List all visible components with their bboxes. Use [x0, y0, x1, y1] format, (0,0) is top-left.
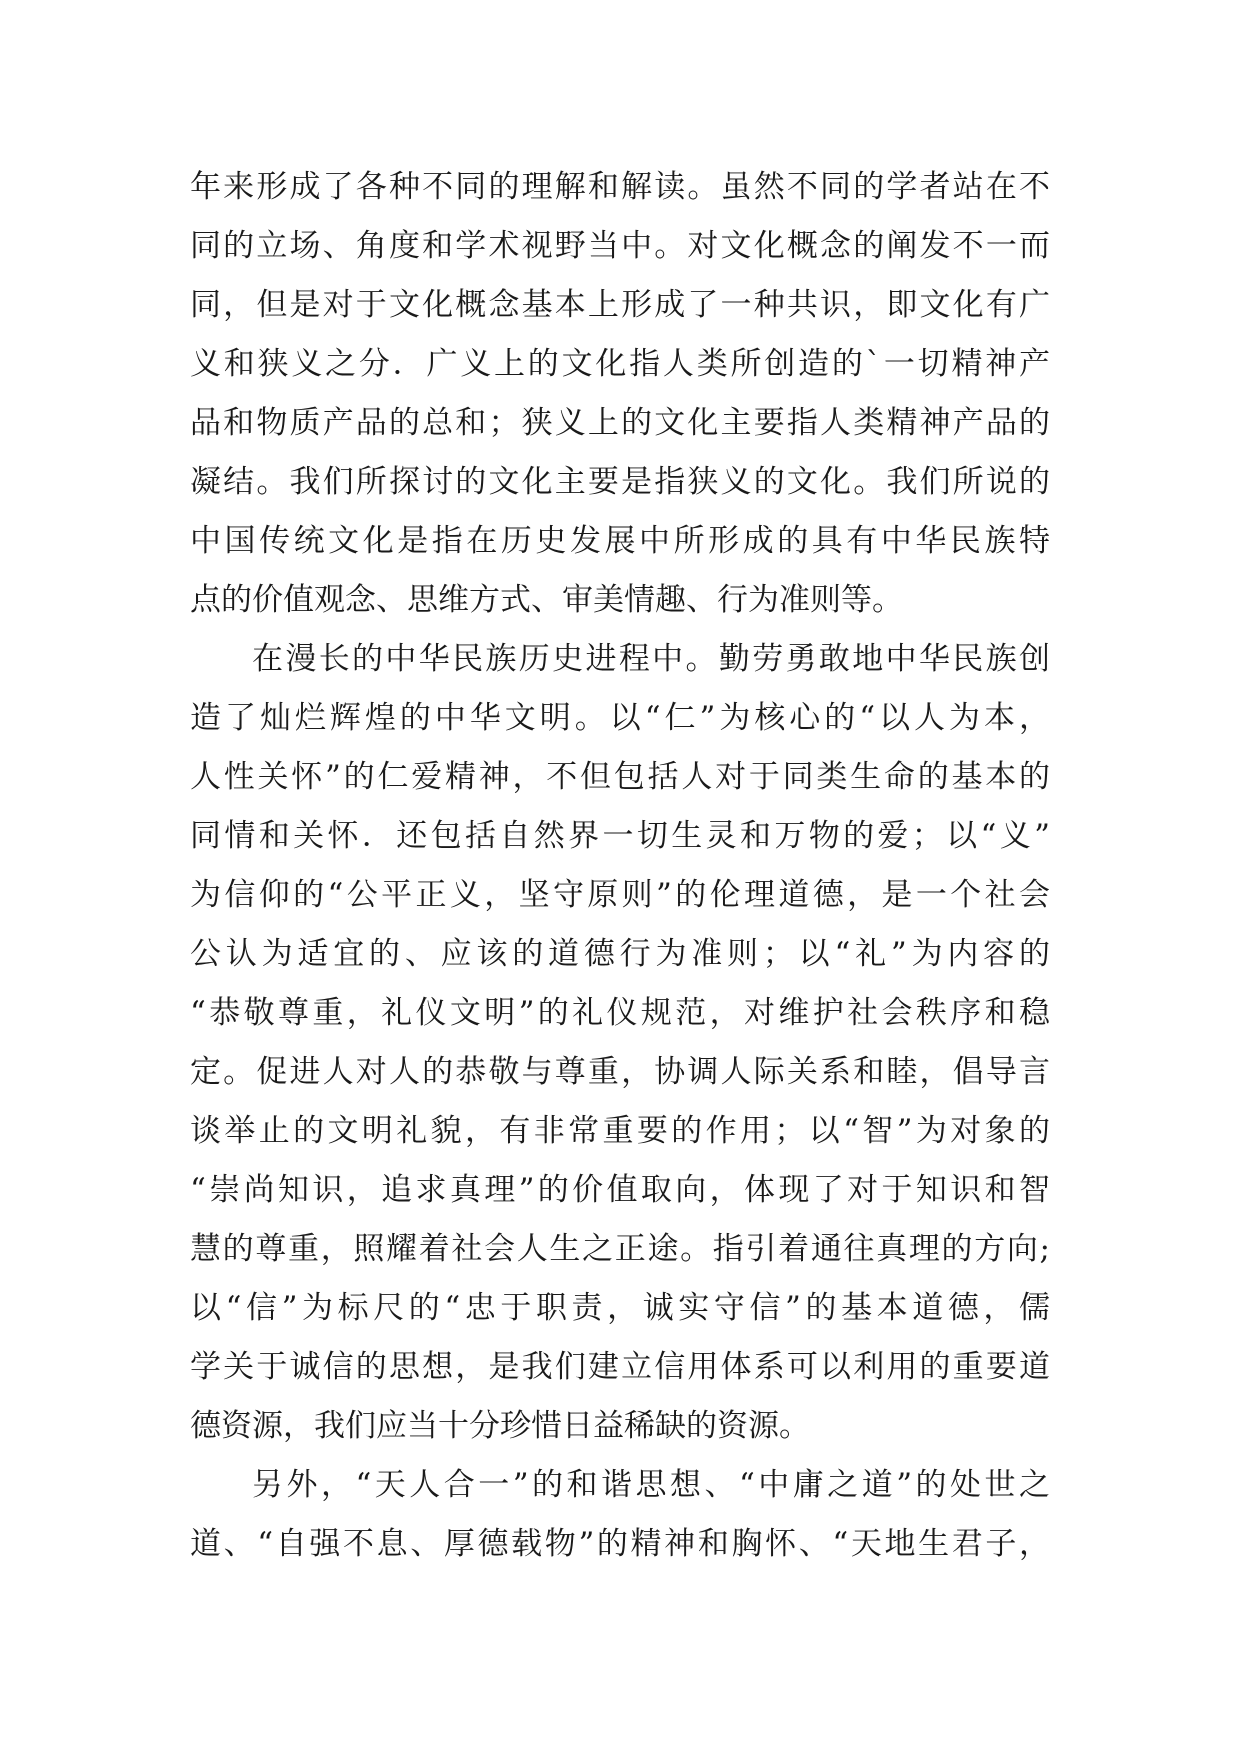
text-line: 另外，“天人合一”的和谐思想、“中庸之道”的处世之: [252, 1467, 1050, 1503]
paragraph-1: [190, 158, 1050, 630]
paragraph-2: [190, 630, 1050, 1456]
text-line: 定。促进人对人的恭敬与尊重，协调人际关系和睦，倡导言: [190, 1054, 1050, 1090]
text-line: 中国传统文化是指在历史发展中所形成的具有中华民族特: [190, 523, 1050, 559]
text-line: 公认为适宜的、应该的道德行为准则；以“礼”为内容的: [190, 936, 1050, 972]
text-line: 凝结。我们所探讨的文化主要是指狭义的文化。我们所说的: [190, 464, 1050, 500]
text-line: “崇尚知识，追求真理”的价值取向，体现了对于知识和智: [190, 1172, 1050, 1208]
text-line: 同的立场、角度和学术视野当中。对文化概念的阐发不一而: [190, 228, 1050, 264]
text-line: 点的价值观念、思维方式、审美情趣、行为准则等。: [190, 582, 903, 618]
paragraph-3: [190, 1456, 1050, 1574]
text-line: 慧的尊重，照耀着社会人生之正途。指引着通往真理的方向;: [190, 1231, 1050, 1267]
text-line: 人性关怀”的仁爱精神，不但包括人对于同类生命的基本的: [190, 759, 1050, 795]
text-line: “恭敬尊重，礼仪文明”的礼仪规范，对维护社会秩序和稳: [190, 995, 1050, 1031]
text-line: 年来形成了各种不同的理解和解读。虽然不同的学者站在不: [190, 169, 1050, 205]
text-line: 同情和关怀．还包括自然界一切生灵和万物的爱；以“义”: [190, 818, 1050, 854]
text-line: 品和物质产品的总和；狭义上的文化主要指人类精神产品的: [190, 405, 1050, 441]
text-line: 谈举止的文明礼貌，有非常重要的作用；以“智”为对象的: [190, 1113, 1050, 1149]
text-line: 义和狭义之分．广义上的文化指人类所创造的`一切精神产: [190, 346, 1050, 382]
text-line: 学关于诚信的思想，是我们建立信用体系可以利用的重要道: [190, 1349, 1050, 1385]
text-line: 同，但是对于文化概念基本上形成了一种共识，即文化有广: [190, 287, 1050, 323]
text-line: 为信仰的“公平正义，坚守原则”的伦理道德，是一个社会: [190, 877, 1050, 913]
text-line: 德资源，我们应当十分珍惜日益稀缺的资源。: [190, 1408, 810, 1444]
text-line: 造了灿烂辉煌的中华文明。以“仁”为核心的“以人为本，: [190, 700, 1050, 736]
text-line: 以“信”为标尺的“忠于职责，诚实守信”的基本道德，儒: [190, 1290, 1050, 1326]
body-text: [190, 158, 1050, 1574]
text-line: 道、“自强不息、厚德载物”的精神和胸怀、“天地生君子，: [190, 1526, 1050, 1562]
text-line: 在漫长的中华民族历史进程中。勤劳勇敢地中华民族创: [252, 641, 1050, 677]
